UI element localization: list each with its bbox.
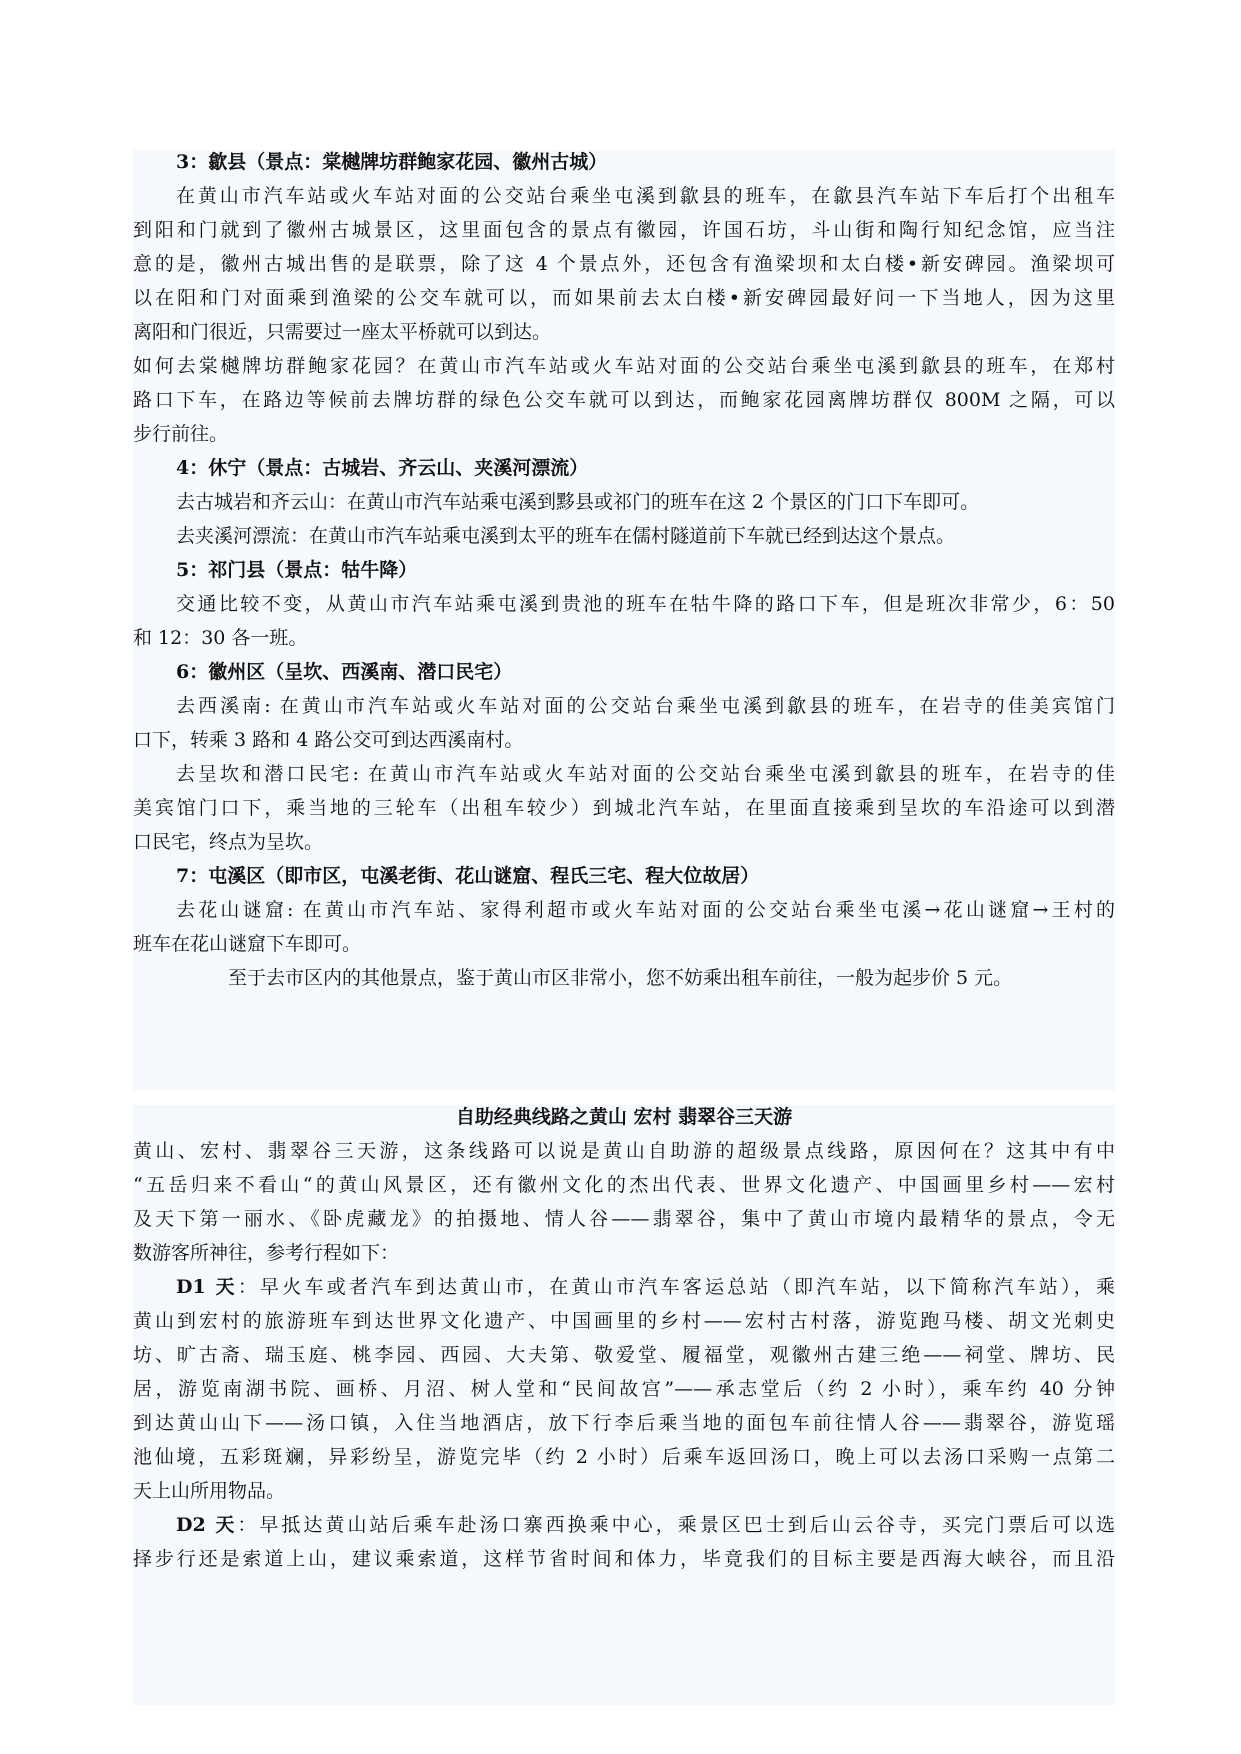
paragraph-line: 坊、旷古斋、瑞玉庭、桃李园、西园、大夫第、敬爱堂、履福堂，观徽州古建三绝——祠堂、牌坊、民: [133, 1344, 1115, 1366]
paragraph-line: 去呈坎和潜口民宅: 在黄山市汽车站或火车站对面的公交站台乘坐屯溪到歙县的班车，在岩寺的佳: [176, 763, 1115, 785]
paragraph-line: 和 12：30 各一班。: [133, 627, 308, 649]
heading-xiuning: 4：休宁（景点：古城岩、齐云山、夹溪河漂流）: [176, 457, 589, 479]
paragraph-line: “五岳归来不看山“的黄山风景区，还有徽州文化的杰出代表、世界文化遗产、中国画里乡村——宏村: [133, 1174, 1115, 1196]
paragraph-line: 天上山所用物品。: [133, 1480, 286, 1502]
day1-line: [133, 1275, 1115, 1311]
paragraph-line: 口下，转乘 3 路和 4 路公交可到达西溪南村。: [133, 729, 524, 751]
paragraph-line: 及天下第一丽水、《卧虎藏龙》的拍摄地、情人谷——翡翠谷，集中了黄山市境内最精华的景点，令无: [133, 1208, 1115, 1230]
paragraph-line: 数游客所神往，参考行程如下：: [133, 1242, 400, 1264]
paragraph-line: 到达黄山山下——汤口镇，入住当地酒店，放下行李后乘当地的面包车前往情人谷——翡翠谷，游览瑶: [133, 1412, 1115, 1434]
section-transport: [133, 150, 1115, 1090]
heading-huizhou: 6：徽州区（呈坎、西溪南、潜口民宅）: [176, 661, 513, 683]
paragraph-line: 至于去市区内的其他景点，鉴于黄山市区非常小，您不妨乘出租车前往，一般为起步价 5 元。: [228, 967, 1013, 989]
paragraph-line: 步行前往。: [133, 423, 229, 445]
paragraph-line: 去花山谜窟: 在黄山市汽车站、家得利超市或火车站对面的公交站台乘坐屯溪→花山谜窟→王村的: [176, 899, 1115, 921]
day1-label: D1 天: [176, 1276, 238, 1298]
section-itinerary: [133, 1105, 1115, 1705]
heading-shexian: 3：歙县（景点：棠樾牌坊群鲍家花园、徽州古城）: [176, 151, 608, 173]
paragraph-line: 班车在花山谜窟下车即可。: [133, 933, 362, 955]
paragraph-line: 到阳和门就到了徽州古城景区，这里面包含的景点有徽园，许国石坊，斗山街和陶行知纪念馆，应当注: [133, 219, 1115, 241]
paragraph-line: 去西溪南: 在黄山市汽车站或火车站对面的公交站台乘坐屯溪到歙县的班车，在岩寺的佳美宾馆门: [176, 695, 1115, 717]
paragraph-line: 口民宅，终点为呈坎。: [133, 831, 324, 853]
paragraph-line: 池仙境，五彩斑斓，异彩纷呈，游览完毕（约 2 小时）后乘车返回汤口，晚上可以去汤口采购一点第二: [133, 1446, 1115, 1468]
paragraph-line: 去夹溪河漂流：在黄山市汽车站乘屯溪到太平的班车在儒村隧道前下车就已经到达这个景点。: [176, 525, 956, 547]
paragraph-line: 路口下车，在路边等候前去牌坊群的绿色公交车就可以到达，而鲍家花园离牌坊群仅 800M 之隔，可以: [133, 389, 1115, 411]
paragraph-line: 意的是，徽州古城出售的是联票，除了这 4 个景点外，还包含有渔梁坝和太白楼•新安碑园。渔梁坝可: [133, 253, 1115, 275]
paragraph-line: 择步行还是索道上山，建议乘索道，这样节省时间和体力，毕竟我们的目标主要是西海大峡谷，而且沿: [133, 1548, 1115, 1570]
paragraph-line: 黄山到宏村的旅游班车到达世界文化遗产、中国画里的乡村——宏村古村落，游览跑马楼、胡文光刺史: [133, 1310, 1115, 1332]
heading-tunxi: 7：屯溪区（即市区，屯溪老街、花山谜窟、程氏三宅、程大位故居）: [176, 865, 760, 887]
paragraph-line: 以在阳和门对面乘到渔梁的公交车就可以，而如果前去太白楼•新安碑园最好问一下当地人，因为这里: [133, 287, 1115, 309]
paragraph-text: ：早抵达黄山站后乘车赴汤口寨西换乘中心，乘景区巴士到后山云谷寺，买完门票后可以选: [237, 1514, 1115, 1536]
paragraph-line: 去古城岩和齐云山：在黄山市汽车站乘屯溪到黟县或祁门的班车在这 2 个景区的门口下车即可。: [176, 491, 980, 513]
paragraph-line: 如何去棠樾牌坊群鲍家花园？在黄山市汽车站或火车站对面的公交站台乘坐屯溪到歙县的班车，在郑村: [133, 355, 1115, 377]
day2-line: [133, 1513, 1115, 1549]
paragraph-line: 离阳和门很近，只需要过一座太平桥就可以到达。: [133, 321, 552, 343]
itinerary-title: 自助经典线路之黄山 宏村 翡翠谷三天游: [455, 1106, 793, 1128]
paragraph-line: 黄山、宏村、翡翠谷三天游，这条线路可以说是黄山自助游的超级景点线路，原因何在？这其中有中: [133, 1140, 1115, 1162]
heading-qimen: 5：祁门县（景点：牯牛降）: [176, 559, 418, 581]
paragraph-line: 美宾馆门口下，乘当地的三轮车（出租车较少）到城北汽车站，在里面直接乘到呈坎的车沿途可以到潜: [133, 797, 1115, 819]
paragraph-text: ：早火车或者汽车到达黄山市，在黄山市汽车客运总站（即汽车站，以下简称汽车站），乘: [237, 1276, 1115, 1298]
paragraph-line: 在黄山市汽车站或火车站对面的公交站台乘坐屯溪到歙县的班车，在歙县汽车站下车后打个出租车: [176, 185, 1115, 207]
paragraph-line: 交通比较不变，从黄山市汽车站乘屯溪到贵池的班车在牯牛降的路口下车，但是班次非常少，6：50: [176, 593, 1115, 615]
paragraph-line: 居，游览南湖书院、画桥、月沼、树人堂和“民间故宫”——承志堂后（约 2 小时），乘车约 40 分钟: [133, 1378, 1115, 1400]
day2-label: D2 天: [176, 1514, 238, 1536]
